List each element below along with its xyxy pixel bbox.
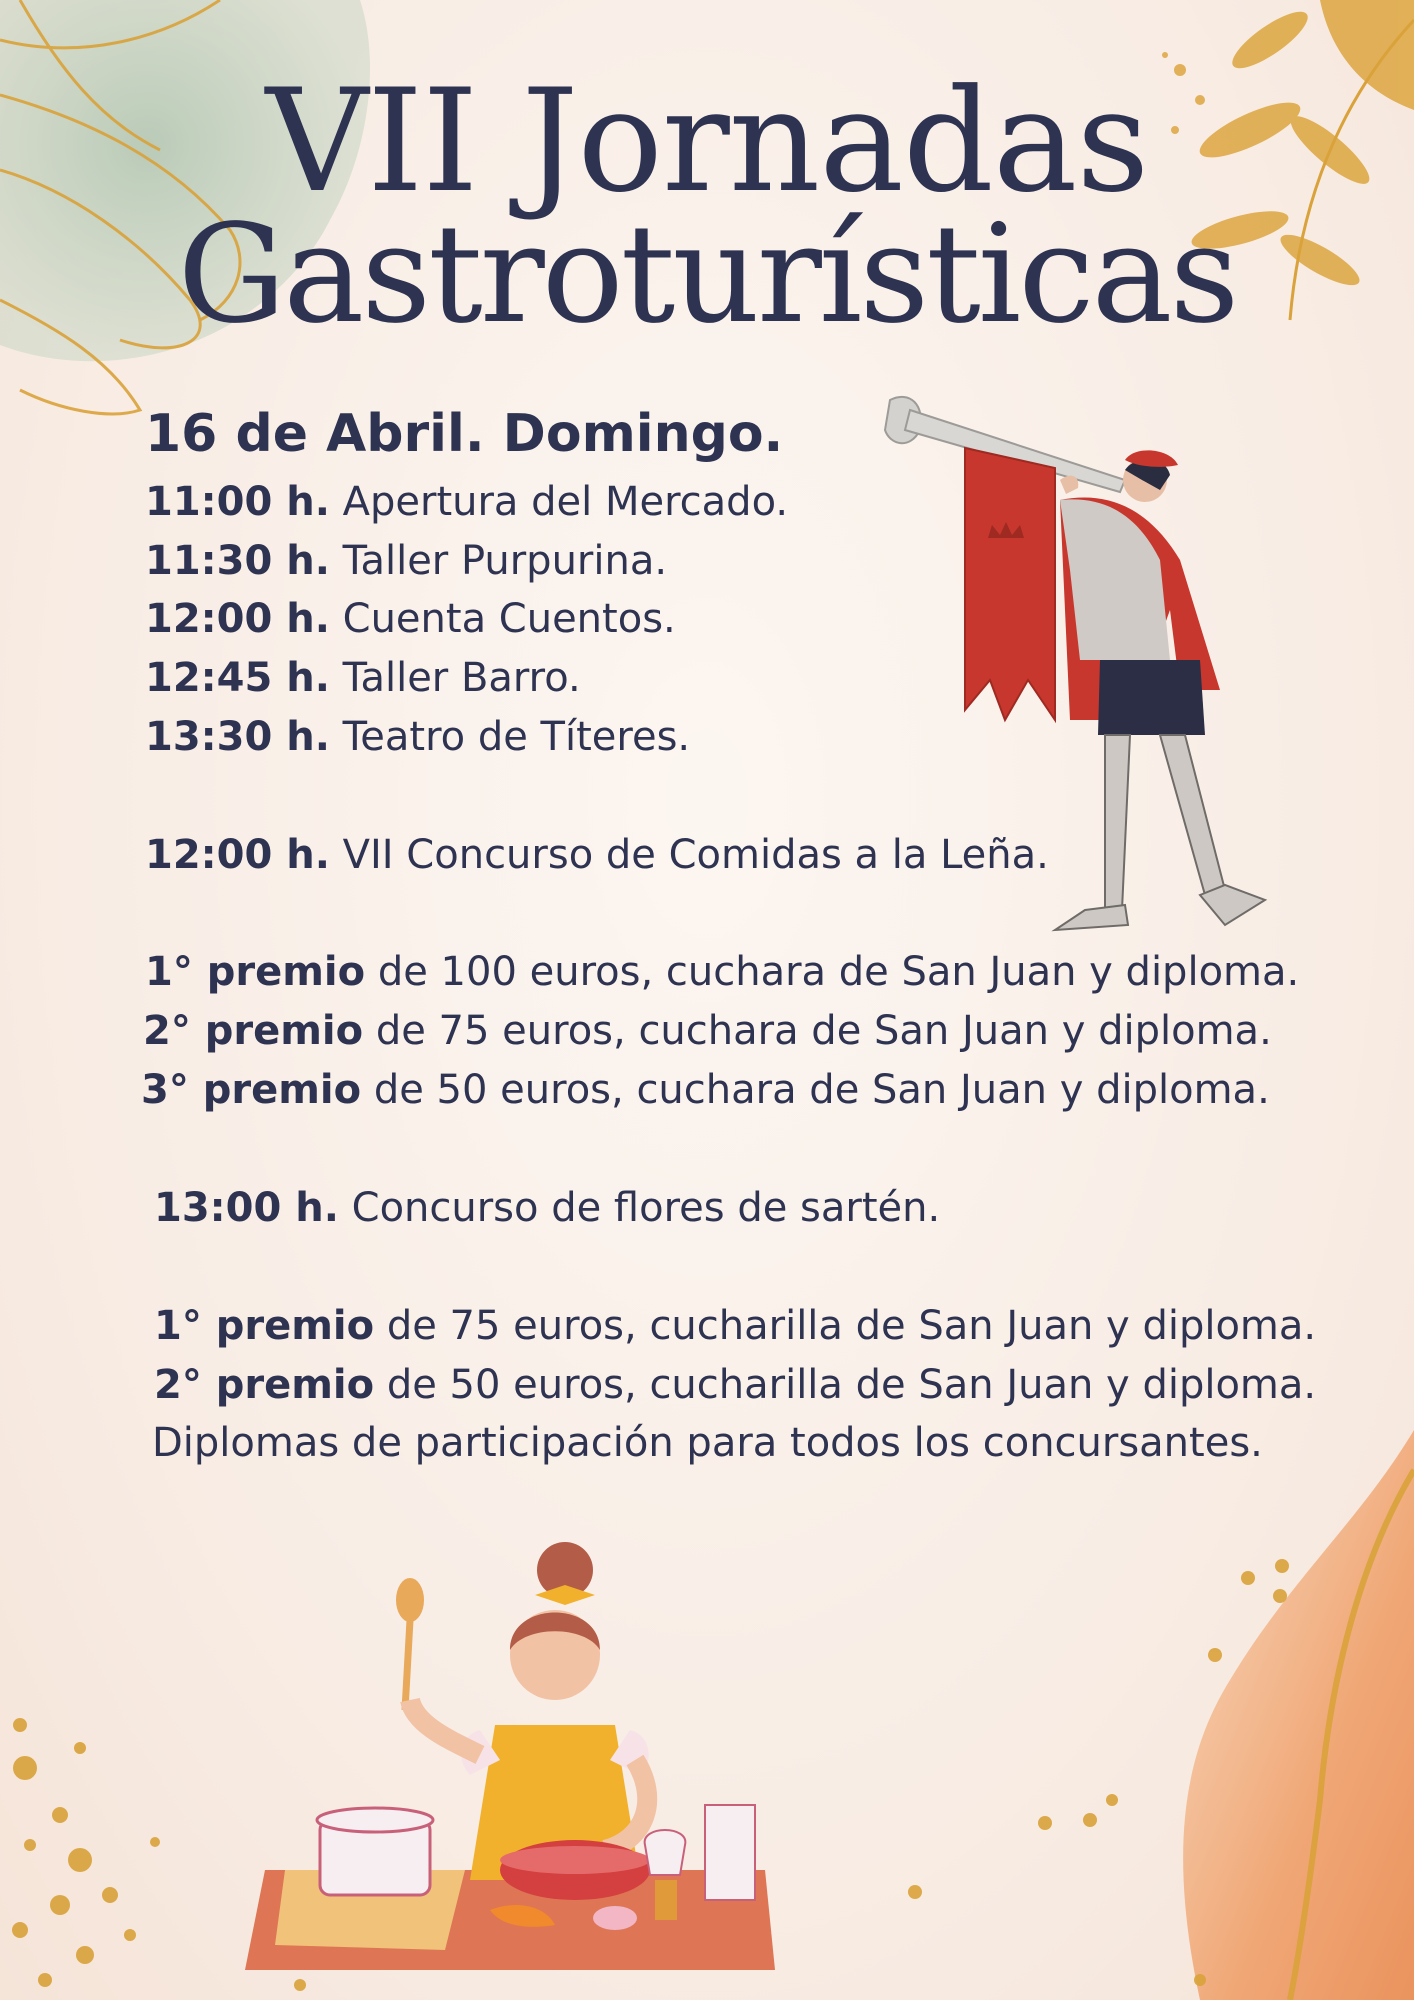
pot-lid [317, 1808, 433, 1832]
schedule-event: Taller Barro. [329, 655, 581, 701]
contest1-time: 12:00 h. [145, 832, 330, 878]
herald-trumpeter-illustration [880, 390, 1280, 950]
prize-label: 1° premio [154, 1303, 375, 1349]
contest1-name: VII Concurso de Comidas a la Leña. [329, 832, 1049, 878]
contest2-prize [154, 1360, 1316, 1410]
prize-text: de 75 euros, cuchara de San Juan y diploma. [363, 1008, 1272, 1054]
contest1-prize [145, 947, 1299, 997]
schedule-time: 12:00 h. [145, 596, 330, 642]
prize-label: 3° premio [141, 1067, 362, 1113]
peach-watercolor-blob [1183, 1430, 1414, 2000]
spoon-handle [405, 1620, 410, 1710]
prize-text: de 100 euros, cuchara de San Juan y diploma. [365, 949, 1300, 995]
schedule-event: Teatro de Títeres. [329, 714, 691, 760]
prize-text: de 75 euros, cucharilla de San Juan y diploma. [374, 1303, 1317, 1349]
title-line-1: VII Jornadas [265, 59, 1149, 224]
prize-label: 2° premio [143, 1008, 364, 1054]
schedule-event: Taller Purpurina. [329, 538, 668, 584]
schedule-time: 12:45 h. [145, 655, 330, 701]
cooking-girl-illustration [245, 1540, 785, 1980]
contest2-prize [154, 1301, 1316, 1351]
leg-right [1160, 735, 1225, 895]
milk-carton [705, 1805, 755, 1900]
schedule-event: Cuenta Cuentos. [329, 596, 676, 642]
shoe-left [1055, 905, 1128, 930]
contest2-heading [154, 1183, 940, 1233]
leg-left [1105, 735, 1130, 910]
prize-label: 2° premio [154, 1362, 375, 1408]
arm-raised [410, 1700, 480, 1755]
contest2-time: 13:00 h. [154, 1185, 339, 1231]
shoe-right [1200, 885, 1265, 925]
schedule-time: 11:00 h. [145, 479, 330, 525]
skirt [1098, 660, 1205, 735]
contest1-prize [143, 1006, 1272, 1056]
spoon [396, 1578, 424, 1622]
prize-text: de 50 euros, cuchara de San Juan y diploma. [361, 1067, 1270, 1113]
schedule-time: 13:30 h. [145, 714, 330, 760]
schedule-item [145, 477, 788, 527]
schedule-time: 11:30 h. [145, 538, 330, 584]
contest2-note: Diplomas de participación para todos los concursantes. [152, 1420, 1263, 1466]
event-date: 16 de Abril. Domingo. [145, 404, 784, 464]
schedule-item [145, 536, 667, 586]
prize-text: de 50 euros, cucharilla de San Juan y diploma. [374, 1362, 1317, 1408]
small-bowl [593, 1906, 637, 1930]
contest2-name: Concurso de flores de sartén. [338, 1185, 941, 1231]
schedule-item [145, 594, 676, 644]
contest1-prize [141, 1065, 1270, 1115]
banner [965, 448, 1055, 720]
sugar-pot [645, 1830, 686, 1875]
schedule-item [145, 712, 690, 762]
prize-label: 1° premio [145, 949, 366, 995]
bowl-rim [500, 1846, 650, 1874]
title-line-2: Gastroturísticas [177, 196, 1237, 354]
spice-jar [655, 1880, 677, 1920]
schedule-item [145, 653, 581, 703]
schedule-event: Apertura del Mercado. [329, 479, 789, 525]
hand [1060, 476, 1078, 494]
